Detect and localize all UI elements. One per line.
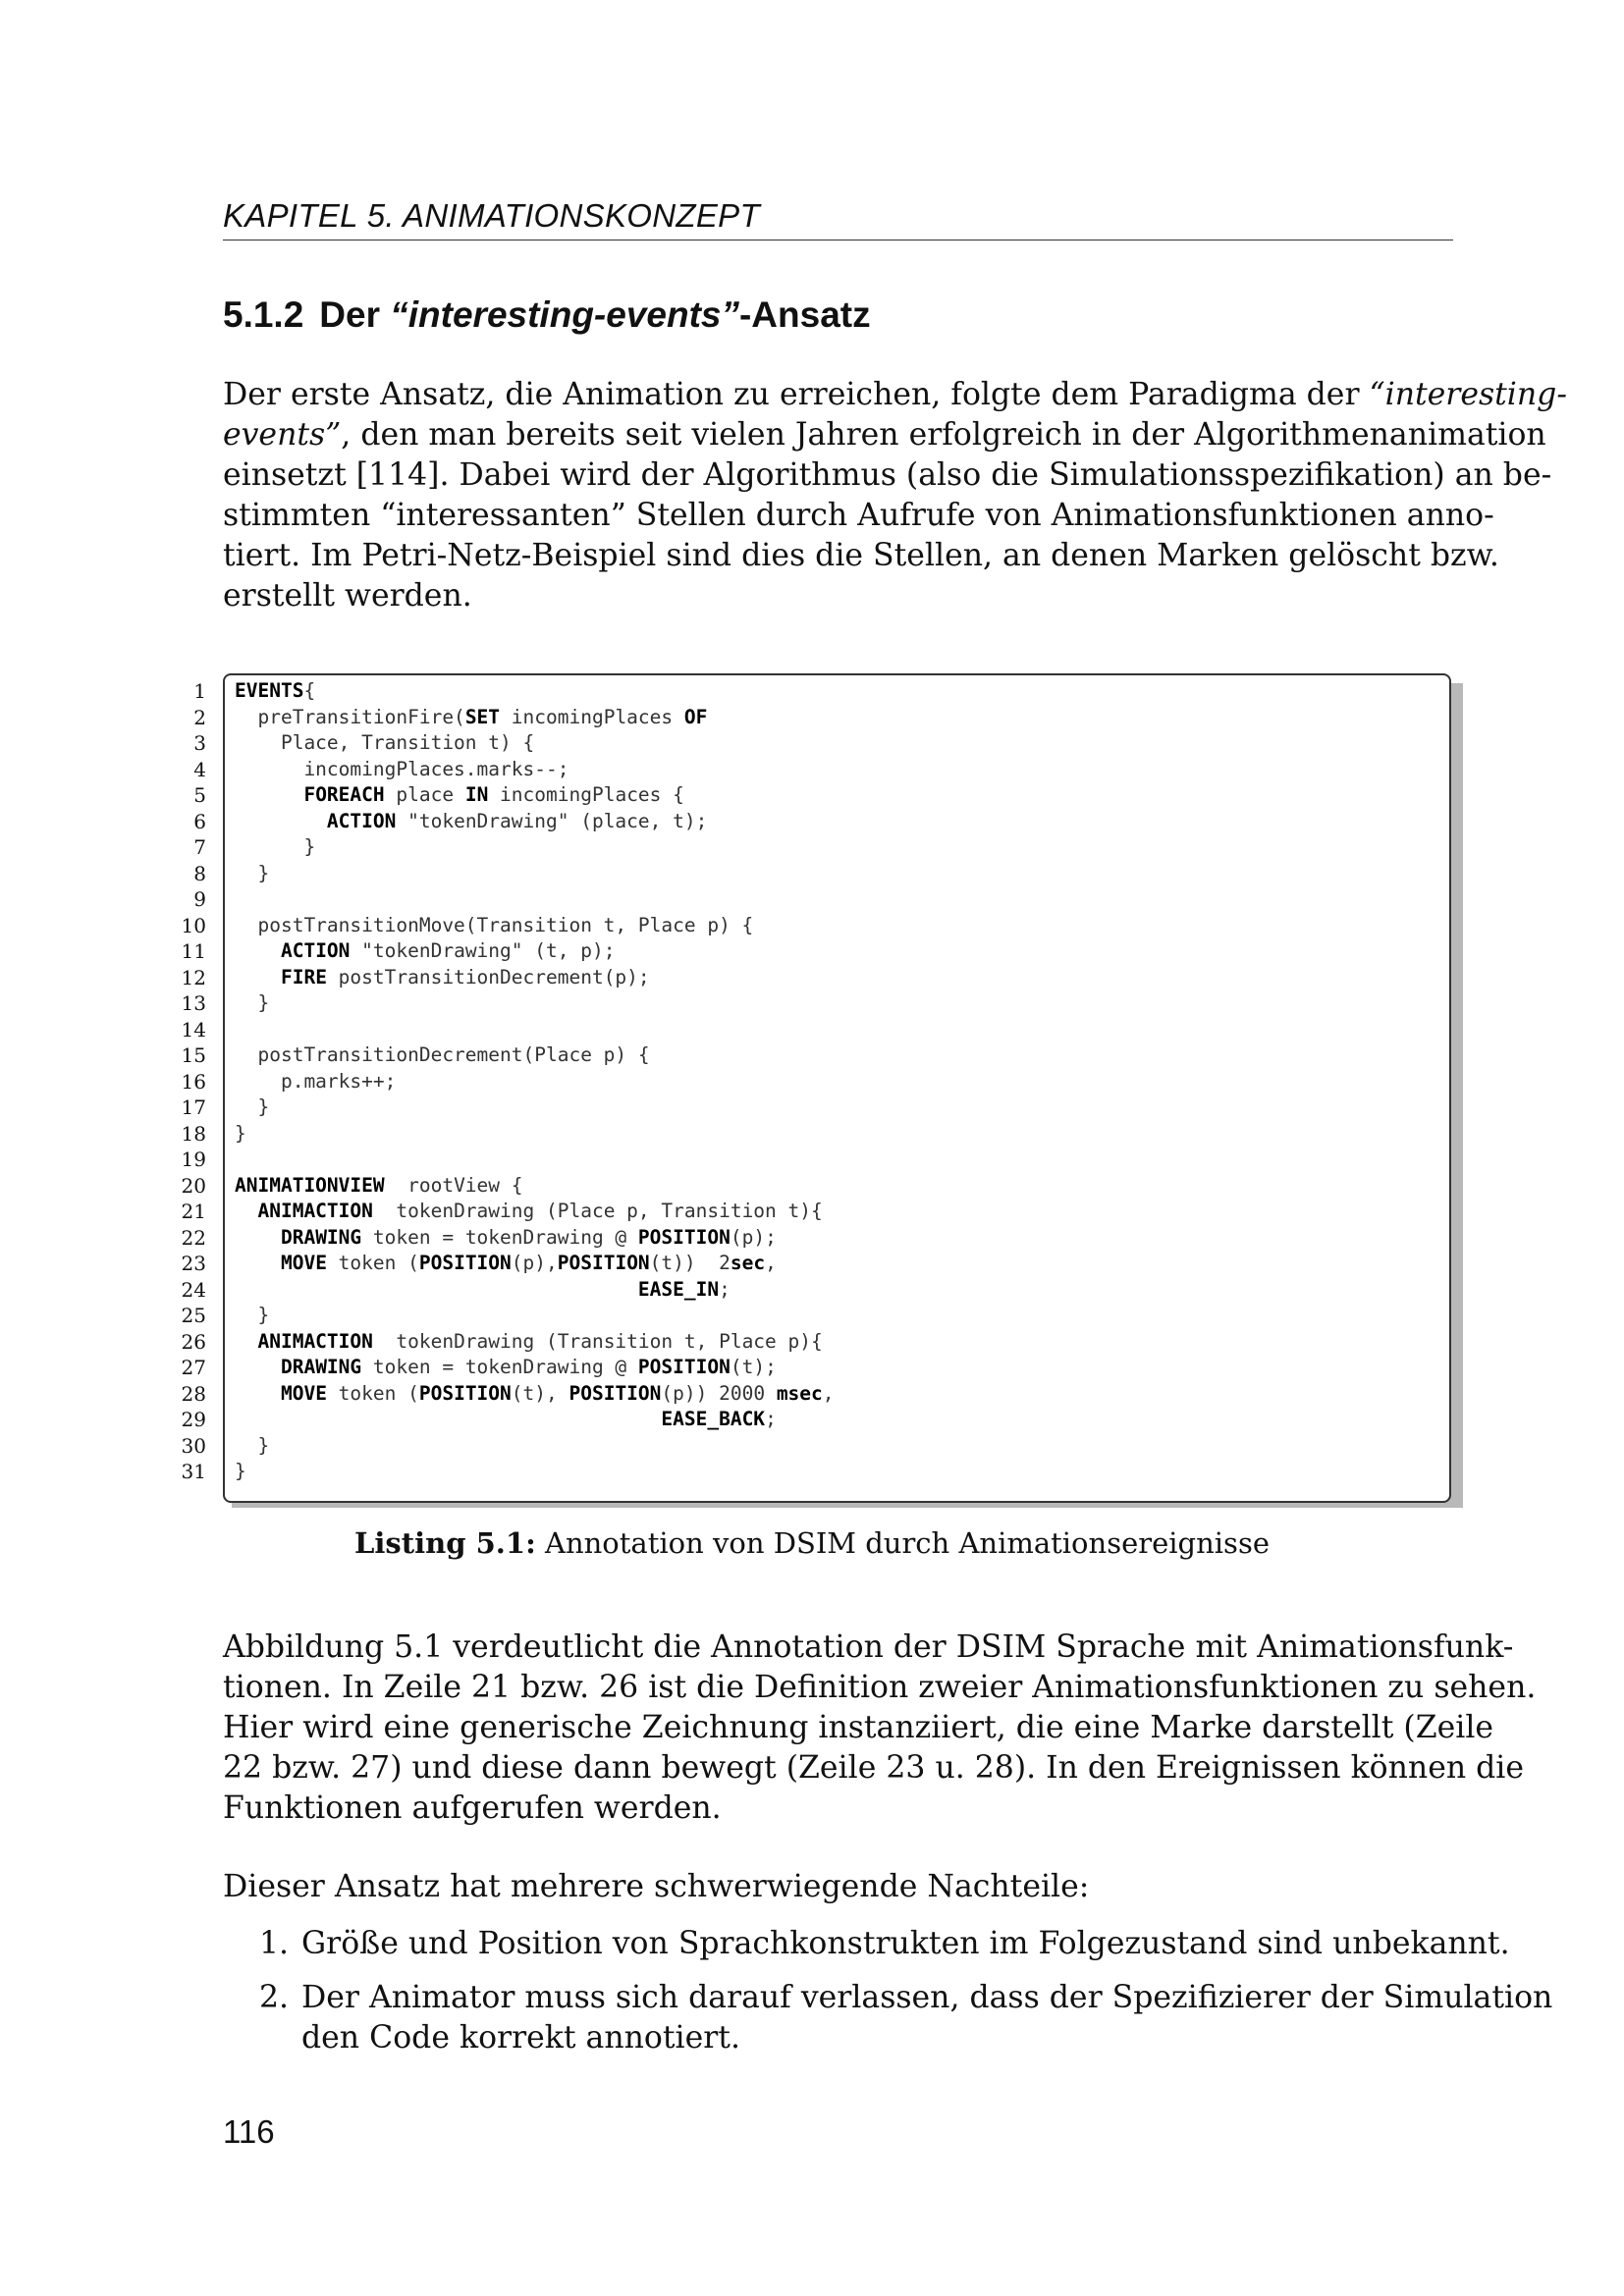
line-number: 28: [181, 1381, 206, 1406]
line-number: 15: [181, 1043, 206, 1067]
text-line: events”, den man bereits seit vielen Jahren erfolgreich in der Algorithmenanimation: [223, 417, 1546, 453]
section-title-pre: Der: [319, 294, 391, 335]
line-number: 4: [193, 757, 206, 781]
code-line: FIRE postTransitionDecrement(p);: [280, 965, 650, 988]
code-line: EVENTS{: [235, 679, 316, 702]
text-line: Der erste Ansatz, die Animation zu erreichen, folgte dem Paradigma der “interesting-: [223, 377, 1567, 412]
list-item: [223, 1978, 1553, 2058]
code-line: [235, 1017, 1433, 1043]
line-number: 17: [181, 1095, 206, 1119]
code-line: ANIMACTION tokenDrawing (Transition t, Place p){: [257, 1329, 823, 1353]
line-number: 30: [181, 1433, 206, 1458]
section-title: [223, 293, 871, 338]
code-line: FOREACH place IN incomingPlaces {: [303, 783, 684, 806]
line-number: 26: [181, 1329, 206, 1354]
line-number: 25: [181, 1304, 206, 1327]
line-number: 3: [193, 731, 206, 755]
line-number: 2: [193, 705, 206, 729]
line-number: 10: [181, 913, 206, 937]
code-line: ACTION "tokenDrawing" (place, t);: [326, 809, 708, 832]
body-paragraph: Dieser Ansatz hat mehrere schwerwiegende Nachteile:: [223, 1869, 1090, 1904]
code-line: ACTION "tokenDrawing" (t, p);: [280, 939, 616, 962]
code-line: preTransitionFire(SET incomingPlaces OF: [235, 705, 708, 728]
code-line: EASE_IN;: [637, 1277, 731, 1301]
code-line: incomingPlaces.marks--;: [235, 757, 569, 780]
page-number: 116: [223, 2113, 275, 2150]
text-line: stimmten “interessanten” Stellen durch Aufrufe von Animationsfunktionen anno-: [223, 498, 1494, 533]
text-line: Hier wird eine generische Zeichnung instanziiert, die eine Marke darstellt (Zeile: [223, 1710, 1494, 1745]
running-head: KAPITEL 5. ANIMATIONSKONZEPT: [223, 196, 1453, 240]
line-number: 31: [181, 1460, 206, 1483]
code-line: }: [235, 835, 316, 858]
code-line: }: [235, 1433, 270, 1457]
text-line: erstellt werden.: [223, 578, 472, 614]
code-line: }: [235, 1304, 270, 1326]
line-number: 22: [181, 1225, 206, 1250]
body-paragraph: [223, 1628, 1537, 1829]
code-line: }: [235, 861, 270, 884]
line-number: 11: [181, 939, 206, 963]
line-numbers: [165, 678, 206, 1485]
enumerated-list: [223, 1924, 1553, 2072]
line-number: 9: [193, 887, 206, 911]
code-line: MOVE token (POSITION(t), POSITION(p)) 2000 msec,: [280, 1381, 835, 1405]
text-line: Funktionen aufgerufen werden.: [223, 1790, 722, 1826]
text-line: einsetzt [114]. Dabei wird der Algorithmus (also die Simulationsspezifikation) an be-: [223, 457, 1552, 493]
line-number: 27: [181, 1356, 206, 1379]
line-number: 13: [181, 991, 206, 1015]
code-line: }: [235, 991, 270, 1014]
line-number: 18: [181, 1121, 206, 1146]
list-item: [223, 1924, 1510, 1964]
list-item-text: den Code korrekt annotiert.: [301, 2020, 740, 2056]
line-number: 19: [181, 1148, 206, 1171]
line-number: 20: [181, 1173, 206, 1198]
code-listing: [235, 678, 1433, 1485]
code-line: }: [235, 1121, 246, 1145]
code-line: }: [235, 1460, 246, 1482]
line-number: 12: [181, 965, 206, 989]
code-line: [235, 886, 1433, 913]
code-line: ANIMACTION tokenDrawing (Place p, Transition t){: [257, 1200, 823, 1222]
text-line: 22 bzw. 27) und diese dann bewegt (Zeile 23 u. 28). In den Ereignissen können die: [223, 1750, 1525, 1786]
text-line: tiert. Im Petri-Netz-Beispiel sind dies die Stellen, an denen Marken gelöscht bzw.: [223, 538, 1499, 573]
code-line: postTransitionDecrement(Place p) {: [235, 1043, 650, 1066]
list-item-text: Der Animator muss sich darauf verlassen, dass der Spezifizierer der Simulation: [301, 1980, 1553, 2015]
line-number: 21: [181, 1200, 206, 1223]
line-number: 24: [181, 1277, 206, 1302]
line-number: 5: [193, 783, 206, 807]
line-number: 7: [193, 835, 206, 859]
caption-text: Annotation von DSIM durch Animationsereignisse: [535, 1526, 1270, 1560]
section-title-post: -Ansatz: [738, 294, 871, 335]
list-marker: 2.: [259, 1980, 290, 2015]
code-line: MOVE token (POSITION(p),POSITION(t)) 2sec,: [280, 1252, 777, 1274]
text-line: tionen. In Zeile 21 bzw. 26 ist die Definition zweier Animationsfunktionen zu sehen.: [223, 1670, 1537, 1705]
caption-label: Listing 5.1:: [354, 1526, 536, 1560]
line-number: 1: [193, 679, 206, 703]
text-line: Abbildung 5.1 verdeutlicht die Annotation der DSIM Sprache mit Animationsfunk-: [223, 1629, 1514, 1665]
line-number: 23: [181, 1252, 206, 1275]
section-number: 5.1.2: [223, 294, 304, 335]
code-line: ANIMATIONVIEW rootView {: [235, 1173, 523, 1197]
line-number: 14: [181, 1017, 206, 1041]
line-number: 16: [181, 1069, 206, 1094]
list-item-text: Größe und Position von Sprachkonstrukten im Folgezustand sind unbekannt.: [301, 1926, 1510, 1961]
code-line: postTransitionMove(Transition t, Place p) {: [235, 913, 754, 936]
code-line: [235, 1147, 1433, 1173]
listing-caption: [0, 1524, 1624, 1562]
code-line: DRAWING token = tokenDrawing @ POSITION(p);: [280, 1225, 777, 1249]
code-line: }: [235, 1095, 270, 1118]
code-line: p.marks++;: [235, 1069, 397, 1093]
section-title-italic: “interesting-events”: [390, 294, 739, 335]
list-marker: 1.: [259, 1926, 290, 1961]
intro-paragraph: [223, 375, 1567, 616]
line-number: 29: [181, 1408, 206, 1431]
code-line: EASE_BACK;: [661, 1408, 777, 1430]
line-number: 6: [193, 809, 206, 833]
code-line: Place, Transition t) {: [235, 731, 535, 754]
code-line: DRAWING token = tokenDrawing @ POSITION(t);: [280, 1356, 777, 1378]
line-number: 8: [193, 861, 206, 885]
